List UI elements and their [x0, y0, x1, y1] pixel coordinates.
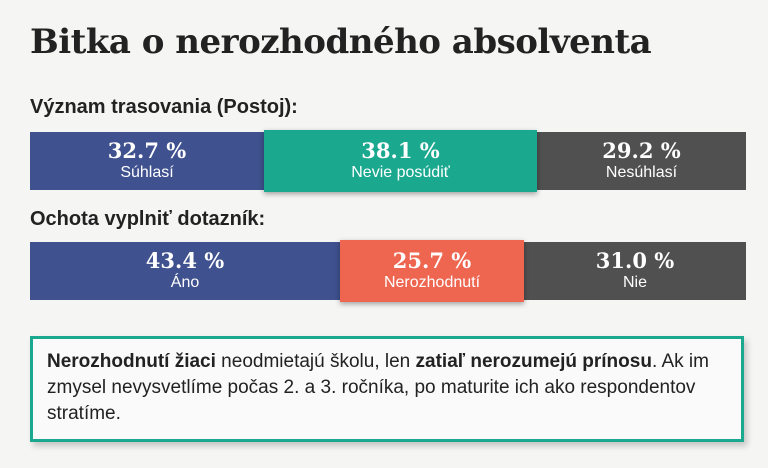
note-text-2: . Ak im zmysel nevysvetlíme počas 2. a 3. ročníka, po maturite ich ako respondentov stratíme. [47, 351, 709, 424]
segment-category-label: Nie [622, 274, 647, 291]
bar-segment-suhlasi [30, 132, 264, 190]
bar-segment-ano [30, 242, 340, 300]
segment-value-label: 32.7 % [107, 138, 187, 163]
insight-note-box [30, 336, 744, 442]
segment-value-label: 43.4 % [145, 248, 225, 273]
note-bold-1: Nerozhodnutí žiaci [47, 351, 216, 372]
bar-segment-nesuhlasi [537, 132, 746, 190]
note-text-1: neodmietajú školu, len [215, 351, 416, 372]
bar-segment-nie [524, 242, 746, 300]
segment-value-label: 29.2 % [602, 138, 681, 163]
note-bold-2: zatiaľ nerozumejú prínosu [415, 351, 652, 372]
stacked-bar-dotaznik [30, 242, 746, 300]
segment-category-label: Áno [170, 274, 200, 291]
segment-value-label: 38.1 % [361, 138, 440, 163]
segment-category-label: Nesúhlasí [605, 164, 678, 181]
segment-category-label: Nerozhodnutí [383, 274, 481, 291]
bar-segment-nevie-posudit [264, 130, 537, 192]
segment-value-label: 31.0 % [595, 248, 675, 273]
stacked-bar-trasovanie [30, 132, 746, 190]
segment-value-label: 25.7 % [392, 248, 472, 273]
section-label-trasovanie: Význam trasovania (Postoj): [30, 96, 298, 118]
page-title: Bitka o nerozhodného absolventa [30, 22, 652, 62]
bar-segment-nerozhodnuti [340, 240, 524, 302]
section-label-dotaznik: Ochota vyplniť dotazník: [30, 208, 266, 230]
segment-category-label: Súhlasí [120, 164, 174, 181]
segment-category-label: Nevie posúdiť [351, 164, 450, 181]
